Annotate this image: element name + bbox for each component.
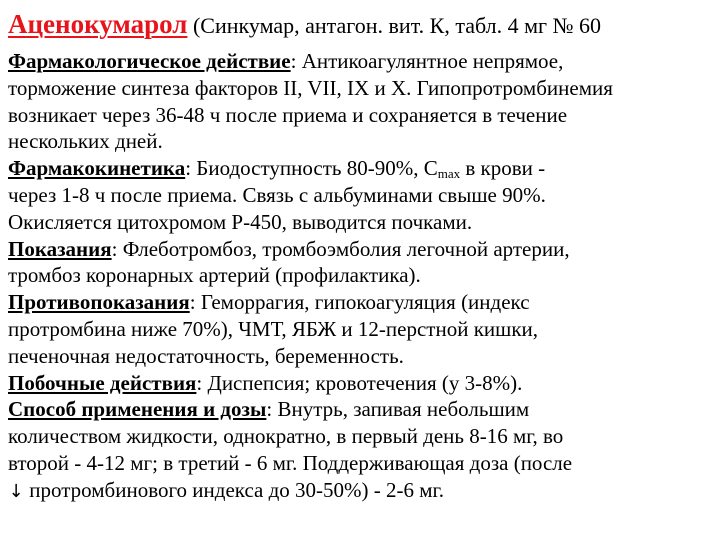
pharmacodynamics-text-1: : Антикоагулянтное непрямое,: [290, 49, 564, 73]
pharmacokinetics-text-1a: : Биодоступность 80-90%, C: [185, 156, 438, 181]
contraindications-line-3: печеночная недостаточность, беременность.: [8, 343, 404, 368]
pharmacodynamics-line-4: нескольких дней.: [8, 129, 163, 154]
indications-line-1: [8, 236, 714, 263]
dosage-line-1: [8, 396, 714, 423]
title-line: [8, 0, 714, 48]
dosage-line-2: количеством жидкости, однократно, в первый день 8-16 мг, во: [8, 424, 564, 449]
drug-description: [8, 48, 714, 504]
pharmacodynamics-line-2: торможение синтеза факторов II, VII, IX и X. Гипопротромбинемия: [8, 75, 613, 100]
pharmacodynamics-heading: Фармакологическое действие: [8, 49, 291, 73]
drug-subtitle: (Синкумар, антагон. вит. К, табл. 4 мг № 60: [187, 13, 602, 38]
contraindications-text-1: : Геморрагия, гипокоагуляция (индекс: [189, 290, 530, 315]
dosage-heading: Способ применения и дозы: [8, 397, 267, 422]
side-effects-text-1: : Диспепсия; кровотечения (у 3-8%).: [196, 370, 523, 395]
indications-heading: Показания: [8, 236, 112, 261]
pharmacodynamics-line-3: возникает через 36-48 ч после приема и сохраняется в течение: [8, 102, 568, 127]
side-effects-line-1: [8, 370, 714, 397]
pharmacokinetics-text-1b: в крови -: [460, 156, 546, 181]
dosage-line-4: [8, 477, 714, 504]
arrow-down-icon: ↓: [8, 480, 24, 502]
dosage-text-4: протромбинового индекса до 30-50%) - 2-6 мг.: [24, 477, 445, 502]
pharmacokinetics-line-3: Окисляется цитохромом Р-450, выводится почками.: [8, 209, 473, 234]
contraindications-line-1: [8, 289, 714, 316]
cmax-subscript: max: [437, 166, 461, 182]
drug-title: Аценокумарол: [8, 9, 188, 39]
dosage-line-3: второй - 4-12 мг; в третий - 6 мг. Поддерживающая доза (после: [8, 450, 573, 475]
slide: [8, 0, 714, 504]
pharmacokinetics-heading: Фармакокинетика: [8, 156, 186, 181]
pharmacodynamics-line-1: [8, 48, 714, 75]
pharmacokinetics-line-1: [8, 155, 714, 182]
contraindications-line-2: протромбина ниже 70%), ЧМТ, ЯБЖ и 12-перстной кишки,: [8, 316, 539, 341]
indications-line-2: тромбоз коронарных артерий (профилактика).: [8, 263, 421, 288]
pharmacokinetics-line-2: через 1-8 ч после приема. Связь с альбуминами свыше 90%.: [8, 182, 546, 207]
dosage-text-1: : Внутрь, запивая небольшим: [266, 397, 530, 422]
indications-text-1: : Флеботромбоз, тромбоэмболия легочной артерии,: [111, 236, 570, 261]
contraindications-heading: Противопоказания: [8, 290, 190, 315]
side-effects-heading: Побочные действия: [8, 370, 197, 395]
